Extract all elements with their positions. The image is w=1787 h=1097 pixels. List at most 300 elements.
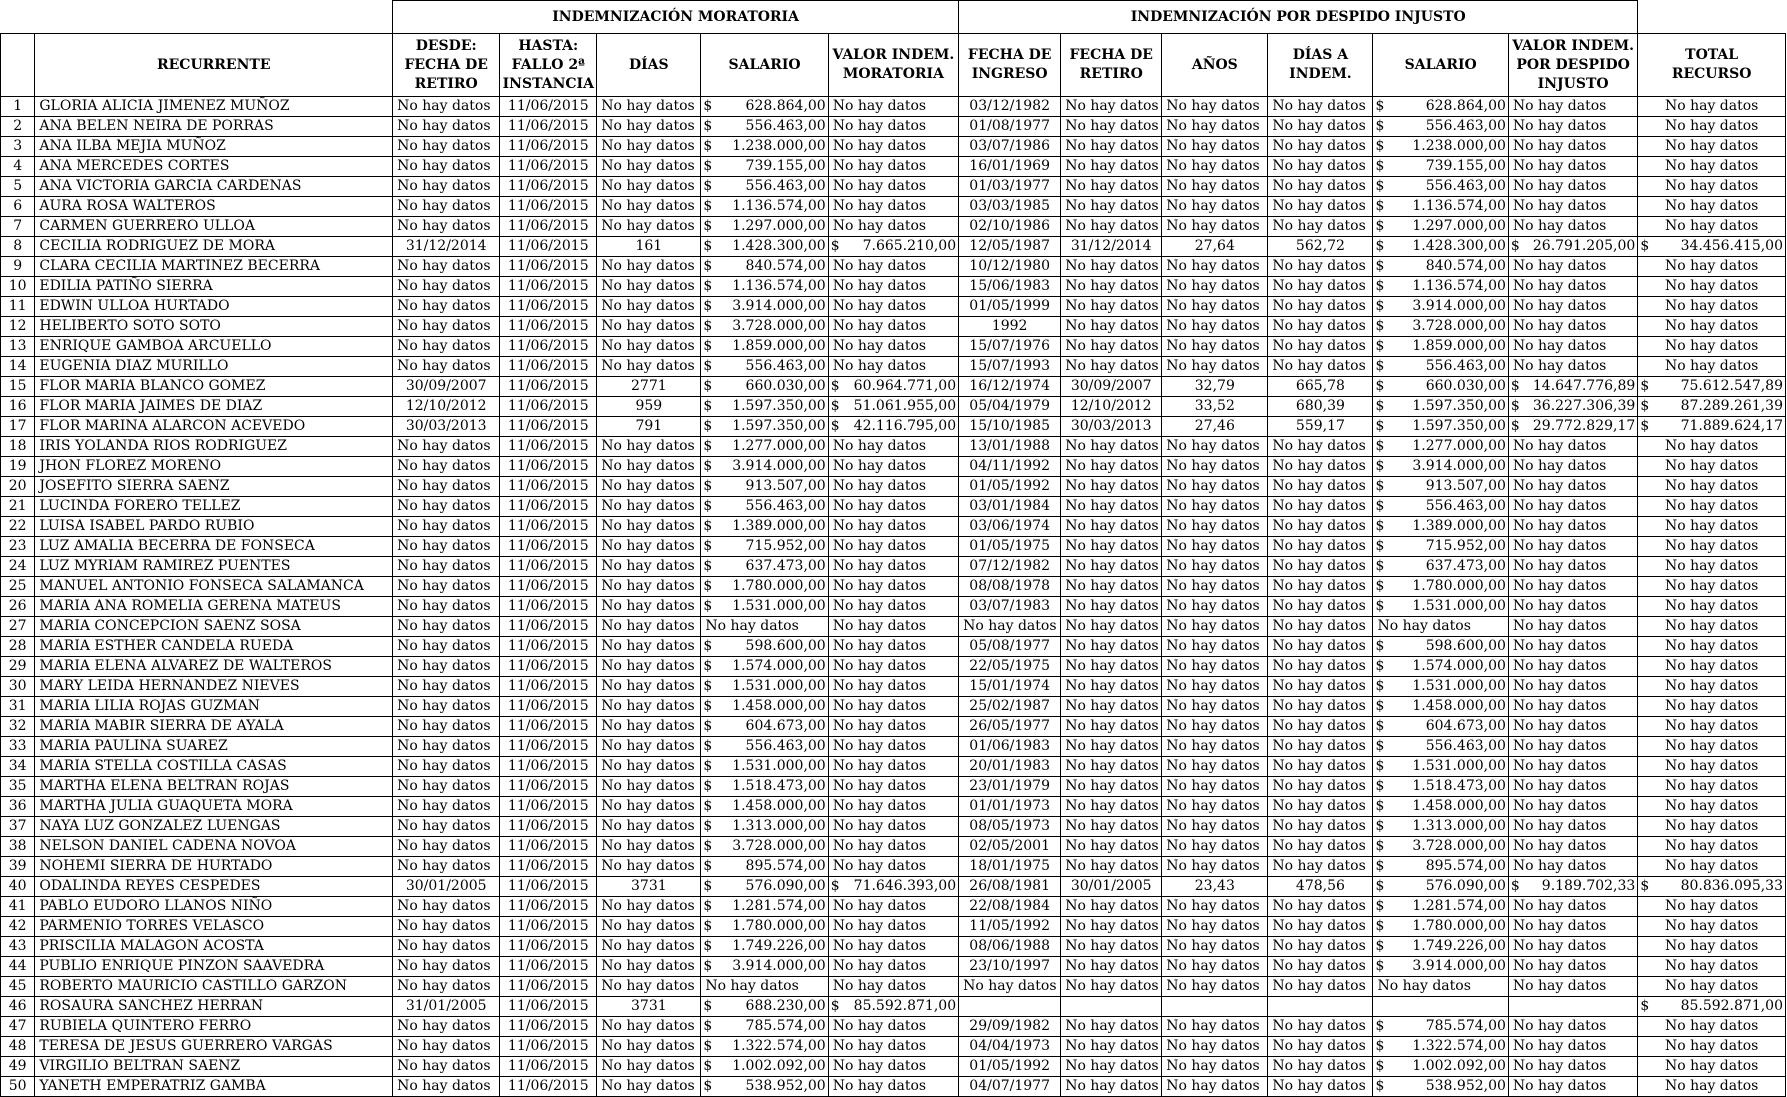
cell-salario-moratoria: [701, 937, 828, 957]
cell-fecha-ingreso: 15/06/1983: [959, 277, 1061, 297]
table-row: [1, 177, 1786, 197]
amount: 840.574,00: [1425, 258, 1506, 274]
amount: 1.136.574,00: [1412, 278, 1506, 294]
cell-hasta: 11/06/2015: [500, 397, 597, 417]
cell-salario-despido: [1373, 717, 1508, 737]
cell-desde: No hay datos: [393, 117, 500, 137]
cell-row-index: 49: [1, 1057, 35, 1077]
cell-hasta: 11/06/2015: [500, 837, 597, 857]
cell-dias-indem: No hay datos: [1268, 617, 1373, 637]
cell-valor-despido: No hay datos: [1508, 657, 1637, 677]
cell-anos: No hay datos: [1162, 337, 1268, 357]
cell-hasta: 11/06/2015: [500, 617, 597, 637]
cell-valor-despido: No hay datos: [1508, 897, 1637, 917]
cell-recurrente: NELSON DANIEL CADENA NOVOA: [35, 837, 393, 857]
cell-total: [1638, 237, 1786, 257]
cell-dias: No hay datos: [597, 1037, 701, 1057]
cell-hasta: 11/06/2015: [500, 677, 597, 697]
cell-dias: No hay datos: [597, 897, 701, 917]
cell-fecha-retiro: No hay datos: [1061, 257, 1162, 277]
cell-valor-moratoria: No hay datos: [828, 777, 958, 797]
cell-salario-moratoria: No hay datos: [701, 977, 828, 997]
cell-row-index: 29: [1, 657, 35, 677]
col-fecha-retiro-line: FECHA DE: [1069, 47, 1153, 63]
cell-hasta: 11/06/2015: [500, 137, 597, 157]
cell-valor-moratoria: No hay datos: [828, 817, 958, 837]
cell-desde: No hay datos: [393, 277, 500, 297]
cell-valor-despido: No hay datos: [1508, 1017, 1637, 1037]
cell-dias: No hay datos: [597, 317, 701, 337]
cell-hasta: 11/06/2015: [500, 1077, 597, 1097]
cell-salario-moratoria: [701, 477, 828, 497]
cell-valor-moratoria: No hay datos: [828, 357, 958, 377]
currency-symbol: $: [1640, 878, 1650, 894]
cell-fecha-retiro: 30/01/2005: [1061, 877, 1162, 897]
cell-salario-moratoria: [701, 157, 828, 177]
cell-dias: No hay datos: [597, 537, 701, 557]
currency-symbol: $: [703, 358, 713, 374]
cell-anos: No hay datos: [1162, 597, 1268, 617]
amount: 85.592.871,00: [853, 998, 957, 1014]
cell-valor-despido: No hay datos: [1508, 797, 1637, 817]
cell-valor-despido: No hay datos: [1508, 117, 1637, 137]
table-row: [1, 577, 1786, 597]
cell-fecha-ingreso: 11/05/1992: [959, 917, 1061, 937]
cell-dias-indem: No hay datos: [1268, 697, 1373, 717]
col-hasta-line: FALLO 2ª: [511, 56, 585, 73]
cell-recurrente: MARIA STELLA COSTILLA CASAS: [35, 757, 393, 777]
currency-symbol: $: [1375, 638, 1385, 654]
cell-anos: No hay datos: [1162, 977, 1268, 997]
cell-salario-despido: [1373, 257, 1508, 277]
amount: 556.463,00: [745, 738, 826, 754]
cell-total: No hay datos: [1638, 97, 1786, 117]
cell-salario-moratoria: [701, 497, 828, 517]
amount: 715.952,00: [745, 538, 826, 554]
currency-symbol: $: [1375, 738, 1385, 754]
cell-valor-despido: No hay datos: [1508, 197, 1637, 217]
cell-dias: No hay datos: [597, 557, 701, 577]
col-valor-despido-line: POR DESPIDO: [1516, 56, 1630, 73]
cell-total: [1638, 997, 1786, 1017]
currency-symbol: $: [703, 518, 713, 534]
currency-symbol: $: [1375, 258, 1385, 274]
cell-salario-despido: [1373, 557, 1508, 577]
cell-salario-moratoria: [701, 697, 828, 717]
cell-fecha-ingreso: 15/10/1985: [959, 417, 1061, 437]
cell-fecha-retiro: No hay datos: [1061, 1077, 1162, 1097]
col-dias-indem-line: INDEM.: [1289, 66, 1352, 82]
cell-hasta: 11/06/2015: [500, 977, 597, 997]
blank-corner-right: [1638, 1, 1786, 34]
cell-anos: No hay datos: [1162, 137, 1268, 157]
cell-desde: No hay datos: [393, 1077, 500, 1097]
currency-symbol: $: [1375, 178, 1385, 194]
cell-valor-moratoria: No hay datos: [828, 797, 958, 817]
amount: 637.473,00: [745, 558, 826, 574]
cell-valor-moratoria: No hay datos: [828, 917, 958, 937]
cell-salario-despido: [1373, 297, 1508, 317]
cell-dias-indem: 665,78: [1268, 377, 1373, 397]
currency-symbol: $: [703, 798, 713, 814]
cell-valor-despido: No hay datos: [1508, 497, 1637, 517]
cell-salario-despido: [1373, 757, 1508, 777]
cell-fecha-retiro: No hay datos: [1061, 517, 1162, 537]
cell-total: [1638, 417, 1786, 437]
cell-hasta: 11/06/2015: [500, 437, 597, 457]
cell-total: No hay datos: [1638, 597, 1786, 617]
table-row: [1, 557, 1786, 577]
cell-valor-moratoria: No hay datos: [828, 197, 958, 217]
cell-row-index: 3: [1, 137, 35, 157]
cell-row-index: 37: [1, 817, 35, 837]
cell-hasta: 11/06/2015: [500, 117, 597, 137]
amount: 26.791.205,00: [1532, 238, 1636, 254]
cell-recurrente: EDWIN ULLOA HURTADO: [35, 297, 393, 317]
cell-valor-despido: No hay datos: [1508, 1057, 1637, 1077]
cell-anos: No hay datos: [1162, 617, 1268, 637]
cell-recurrente: CARMEN GUERRERO ULLOA: [35, 217, 393, 237]
amount: 60.964.771,00: [853, 378, 957, 394]
cell-valor-despido: No hay datos: [1508, 537, 1637, 557]
cell-valor-despido: No hay datos: [1508, 837, 1637, 857]
cell-hasta: 11/06/2015: [500, 737, 597, 757]
cell-hasta: 11/06/2015: [500, 757, 597, 777]
amount: 688.230,00: [745, 998, 826, 1014]
cell-desde: 31/01/2005: [393, 997, 500, 1017]
cell-total: No hay datos: [1638, 157, 1786, 177]
cell-dias: No hay datos: [597, 657, 701, 677]
amount: 637.473,00: [1425, 558, 1506, 574]
amount: 1.277.000,00: [732, 438, 826, 454]
cell-valor-despido: No hay datos: [1508, 137, 1637, 157]
currency-symbol: $: [1640, 418, 1650, 434]
cell-hasta: 11/06/2015: [500, 857, 597, 877]
amount: 1.458.000,00: [1412, 798, 1506, 814]
cell-hasta: 11/06/2015: [500, 897, 597, 917]
cell-hasta: 11/06/2015: [500, 717, 597, 737]
cell-row-index: 11: [1, 297, 35, 317]
cell-anos: No hay datos: [1162, 1057, 1268, 1077]
cell-dias-indem: No hay datos: [1268, 717, 1373, 737]
cell-row-index: 34: [1, 757, 35, 777]
cell-valor-moratoria: No hay datos: [828, 677, 958, 697]
cell-row-index: 2: [1, 117, 35, 137]
cell-valor-moratoria: No hay datos: [828, 537, 958, 557]
cell-total: No hay datos: [1638, 897, 1786, 917]
col-dias: DÍAS: [597, 34, 701, 97]
cell-anos: 23,43: [1162, 877, 1268, 897]
currency-symbol: $: [703, 218, 713, 234]
currency-symbol: $: [1375, 418, 1385, 434]
cell-fecha-retiro: No hay datos: [1061, 797, 1162, 817]
cell-anos: No hay datos: [1162, 637, 1268, 657]
cell-desde: No hay datos: [393, 817, 500, 837]
cell-fecha-retiro: No hay datos: [1061, 337, 1162, 357]
cell-desde: No hay datos: [393, 677, 500, 697]
cell-anos: No hay datos: [1162, 817, 1268, 837]
cell-dias-indem: No hay datos: [1268, 357, 1373, 377]
cell-dias-indem: No hay datos: [1268, 197, 1373, 217]
cell-valor-moratoria: No hay datos: [828, 897, 958, 917]
cell-desde: No hay datos: [393, 477, 500, 497]
cell-row-index: 22: [1, 517, 35, 537]
cell-desde: No hay datos: [393, 957, 500, 977]
cell-desde: No hay datos: [393, 137, 500, 157]
cell-valor-moratoria: No hay datos: [828, 137, 958, 157]
cell-salario-despido: [1373, 417, 1508, 437]
cell-recurrente: ANA MERCEDES CORTES: [35, 157, 393, 177]
amount: 1.531.000,00: [1412, 678, 1506, 694]
cell-hasta: 11/06/2015: [500, 217, 597, 237]
cell-fecha-retiro: No hay datos: [1061, 217, 1162, 237]
cell-desde: No hay datos: [393, 317, 500, 337]
amount: 715.952,00: [1425, 538, 1506, 554]
cell-salario-moratoria: [701, 457, 828, 477]
cell-salario-moratoria: [701, 1057, 828, 1077]
cell-recurrente: MARIA ANA ROMELIA GERENA MATEUS: [35, 597, 393, 617]
cell-desde: No hay datos: [393, 97, 500, 117]
amount: 3.914.000,00: [1412, 298, 1506, 314]
cell-salario-despido: [1373, 177, 1508, 197]
cell-desde: No hay datos: [393, 937, 500, 957]
cell-recurrente: MARIA CONCEPCION SAENZ SOSA: [35, 617, 393, 637]
cell-dias-indem: No hay datos: [1268, 977, 1373, 997]
cell-anos: No hay datos: [1162, 937, 1268, 957]
cell-fecha-ingreso: 25/02/1987: [959, 697, 1061, 717]
currency-symbol: $: [703, 558, 713, 574]
amount: 1.859.000,00: [1412, 338, 1506, 354]
currency-symbol: $: [1375, 398, 1385, 414]
currency-symbol: $: [1375, 358, 1385, 374]
cell-dias: No hay datos: [597, 677, 701, 697]
cell-salario-moratoria: [701, 917, 828, 937]
cell-salario-despido: [1373, 377, 1508, 397]
currency-symbol: $: [1375, 538, 1385, 554]
cell-salario-moratoria: [701, 857, 828, 877]
cell-recurrente: EDILIA PATIÑO SIERRA: [35, 277, 393, 297]
amount: 3.728.000,00: [732, 838, 826, 854]
amount: 1.531.000,00: [1412, 598, 1506, 614]
cell-salario-despido: [1373, 1037, 1508, 1057]
cell-anos: No hay datos: [1162, 1017, 1268, 1037]
cell-fecha-retiro: No hay datos: [1061, 457, 1162, 477]
cell-total: No hay datos: [1638, 517, 1786, 537]
cell-salario-despido: [1373, 397, 1508, 417]
cell-valor-despido: No hay datos: [1508, 737, 1637, 757]
cell-total: No hay datos: [1638, 297, 1786, 317]
cell-desde: No hay datos: [393, 257, 500, 277]
cell-desde: 30/09/2007: [393, 377, 500, 397]
currency-symbol: $: [703, 498, 713, 514]
amount: 840.574,00: [745, 258, 826, 274]
amount: 1.458.000,00: [732, 798, 826, 814]
table-row: [1, 917, 1786, 937]
cell-desde: 30/03/2013: [393, 417, 500, 437]
amount: 576.090,00: [745, 878, 826, 894]
cell-recurrente: MARY LEIDA HERNANDEZ NIEVES: [35, 677, 393, 697]
cell-dias: 791: [597, 417, 701, 437]
cell-hasta: 11/06/2015: [500, 517, 597, 537]
cell-valor-moratoria: No hay datos: [828, 297, 958, 317]
cell-salario-moratoria: [701, 177, 828, 197]
amount: 604.673,00: [1425, 718, 1506, 734]
cell-fecha-ingreso: 04/11/1992: [959, 457, 1061, 477]
cell-recurrente: ROBERTO MAURICIO CASTILLO GARZON: [35, 977, 393, 997]
cell-salario-moratoria: [701, 757, 828, 777]
cell-fecha-ingreso: No hay datos: [959, 617, 1061, 637]
cell-anos: No hay datos: [1162, 257, 1268, 277]
cell-row-index: 31: [1, 697, 35, 717]
cell-total: No hay datos: [1638, 337, 1786, 357]
cell-dias: No hay datos: [597, 117, 701, 137]
cell-valor-moratoria: No hay datos: [828, 617, 958, 637]
table-row: [1, 1057, 1786, 1077]
currency-symbol: $: [703, 1058, 713, 1074]
cell-salario-moratoria: [701, 997, 828, 1017]
table-row: [1, 797, 1786, 817]
currency-symbol: $: [830, 998, 840, 1014]
table-row: [1, 157, 1786, 177]
cell-valor-moratoria: No hay datos: [828, 1077, 958, 1097]
cell-dias-indem: No hay datos: [1268, 337, 1373, 357]
currency-symbol: $: [703, 418, 713, 434]
cell-total: No hay datos: [1638, 777, 1786, 797]
currency-symbol: $: [1375, 1038, 1385, 1054]
cell-total: No hay datos: [1638, 177, 1786, 197]
currency-symbol: $: [703, 878, 713, 894]
currency-symbol: $: [703, 338, 713, 354]
cell-recurrente: JHON FLOREZ MORENO: [35, 457, 393, 477]
cell-desde: No hay datos: [393, 1017, 500, 1037]
cell-fecha-ingreso: 01/05/1999: [959, 297, 1061, 317]
cell-salario-despido: [1373, 637, 1508, 657]
currency-symbol: $: [703, 998, 713, 1014]
cell-total: No hay datos: [1638, 497, 1786, 517]
cell-valor-moratoria: [828, 877, 958, 897]
currency-symbol: $: [703, 1078, 713, 1094]
cell-valor-despido: No hay datos: [1508, 777, 1637, 797]
cell-fecha-retiro: No hay datos: [1061, 977, 1162, 997]
cell-valor-moratoria: No hay datos: [828, 937, 958, 957]
cell-recurrente: JOSEFITO SIERRA SAENZ: [35, 477, 393, 497]
cell-hasta: 11/06/2015: [500, 477, 597, 497]
cell-valor-despido: [1508, 417, 1637, 437]
cell-salario-moratoria: No hay datos: [701, 617, 828, 637]
amount: 556.463,00: [1425, 118, 1506, 134]
cell-salario-moratoria: [701, 317, 828, 337]
currency-symbol: $: [1375, 558, 1385, 574]
cell-fecha-retiro: No hay datos: [1061, 177, 1162, 197]
cell-hasta: 11/06/2015: [500, 697, 597, 717]
cell-fecha-ingreso: 12/05/1987: [959, 237, 1061, 257]
cell-anos: No hay datos: [1162, 437, 1268, 457]
cell-hasta: 11/06/2015: [500, 357, 597, 377]
cell-total: No hay datos: [1638, 197, 1786, 217]
cell-dias: No hay datos: [597, 197, 701, 217]
cell-anos: No hay datos: [1162, 577, 1268, 597]
cell-fecha-ingreso: 03/03/1985: [959, 197, 1061, 217]
amount: 1.780.000,00: [1412, 578, 1506, 594]
cell-row-index: 36: [1, 797, 35, 817]
cell-recurrente: HELIBERTO SOTO SOTO: [35, 317, 393, 337]
currency-symbol: $: [1375, 878, 1385, 894]
amount: 1.389.000,00: [732, 518, 826, 534]
cell-fecha-retiro: No hay datos: [1061, 937, 1162, 957]
cell-dias: 3731: [597, 877, 701, 897]
cell-dias: No hay datos: [597, 1057, 701, 1077]
cell-recurrente: CLARA CECILIA MARTINEZ BECERRA: [35, 257, 393, 277]
cell-valor-moratoria: No hay datos: [828, 737, 958, 757]
cell-dias-indem: No hay datos: [1268, 177, 1373, 197]
cell-valor-moratoria: No hay datos: [828, 857, 958, 877]
currency-symbol: $: [1510, 238, 1520, 254]
currency-symbol: $: [1375, 938, 1385, 954]
cell-anos: No hay datos: [1162, 297, 1268, 317]
cell-dias: No hay datos: [597, 1077, 701, 1097]
cell-valor-despido: No hay datos: [1508, 517, 1637, 537]
cell-fecha-retiro: No hay datos: [1061, 577, 1162, 597]
cell-total: No hay datos: [1638, 697, 1786, 717]
cell-anos: No hay datos: [1162, 197, 1268, 217]
cell-salario-despido: [1373, 597, 1508, 617]
cell-total: No hay datos: [1638, 537, 1786, 557]
cell-desde: No hay datos: [393, 197, 500, 217]
cell-hasta: 11/06/2015: [500, 417, 597, 437]
cell-anos: [1162, 997, 1268, 1017]
amount: 1.389.000,00: [1412, 518, 1506, 534]
cell-row-index: 44: [1, 957, 35, 977]
cell-dias-indem: No hay datos: [1268, 537, 1373, 557]
cell-fecha-ingreso: No hay datos: [959, 977, 1061, 997]
table-row: [1, 897, 1786, 917]
cell-dias: 161: [597, 237, 701, 257]
cell-dias: No hay datos: [597, 497, 701, 517]
cell-total: No hay datos: [1638, 717, 1786, 737]
currency-symbol: $: [1510, 418, 1520, 434]
cell-salario-moratoria: [701, 237, 828, 257]
cell-recurrente: PARMENIO TORRES VELASCO: [35, 917, 393, 937]
cell-salario-despido: [1373, 937, 1508, 957]
cell-salario-despido: [1373, 817, 1508, 837]
cell-fecha-retiro: No hay datos: [1061, 917, 1162, 937]
amount: 7.665.210,00: [862, 238, 957, 254]
cell-salario-despido: No hay datos: [1373, 977, 1508, 997]
cell-recurrente: FLOR MARINA ALARCON ACEVEDO: [35, 417, 393, 437]
cell-fecha-retiro: No hay datos: [1061, 1017, 1162, 1037]
cell-hasta: 11/06/2015: [500, 157, 597, 177]
cell-dias-indem: No hay datos: [1268, 257, 1373, 277]
cell-fecha-ingreso: 23/10/1997: [959, 957, 1061, 977]
currency-symbol: $: [703, 298, 713, 314]
cell-dias: No hay datos: [597, 437, 701, 457]
cell-salario-despido: [1373, 317, 1508, 337]
cell-valor-despido: No hay datos: [1508, 717, 1637, 737]
cell-fecha-ingreso: 16/12/1974: [959, 377, 1061, 397]
table-row: [1, 857, 1786, 877]
table-row: [1, 197, 1786, 217]
cell-row-index: 9: [1, 257, 35, 277]
cell-dias-indem: No hay datos: [1268, 437, 1373, 457]
cell-dias: No hay datos: [597, 737, 701, 757]
cell-recurrente: MANUEL ANTONIO FONSECA SALAMANCA: [35, 577, 393, 597]
amount: 556.463,00: [1425, 178, 1506, 194]
currency-symbol: $: [1510, 878, 1520, 894]
cell-valor-despido: No hay datos: [1508, 637, 1637, 657]
currency-symbol: $: [1375, 158, 1385, 174]
cell-salario-moratoria: [701, 517, 828, 537]
cell-hasta: 11/06/2015: [500, 1017, 597, 1037]
